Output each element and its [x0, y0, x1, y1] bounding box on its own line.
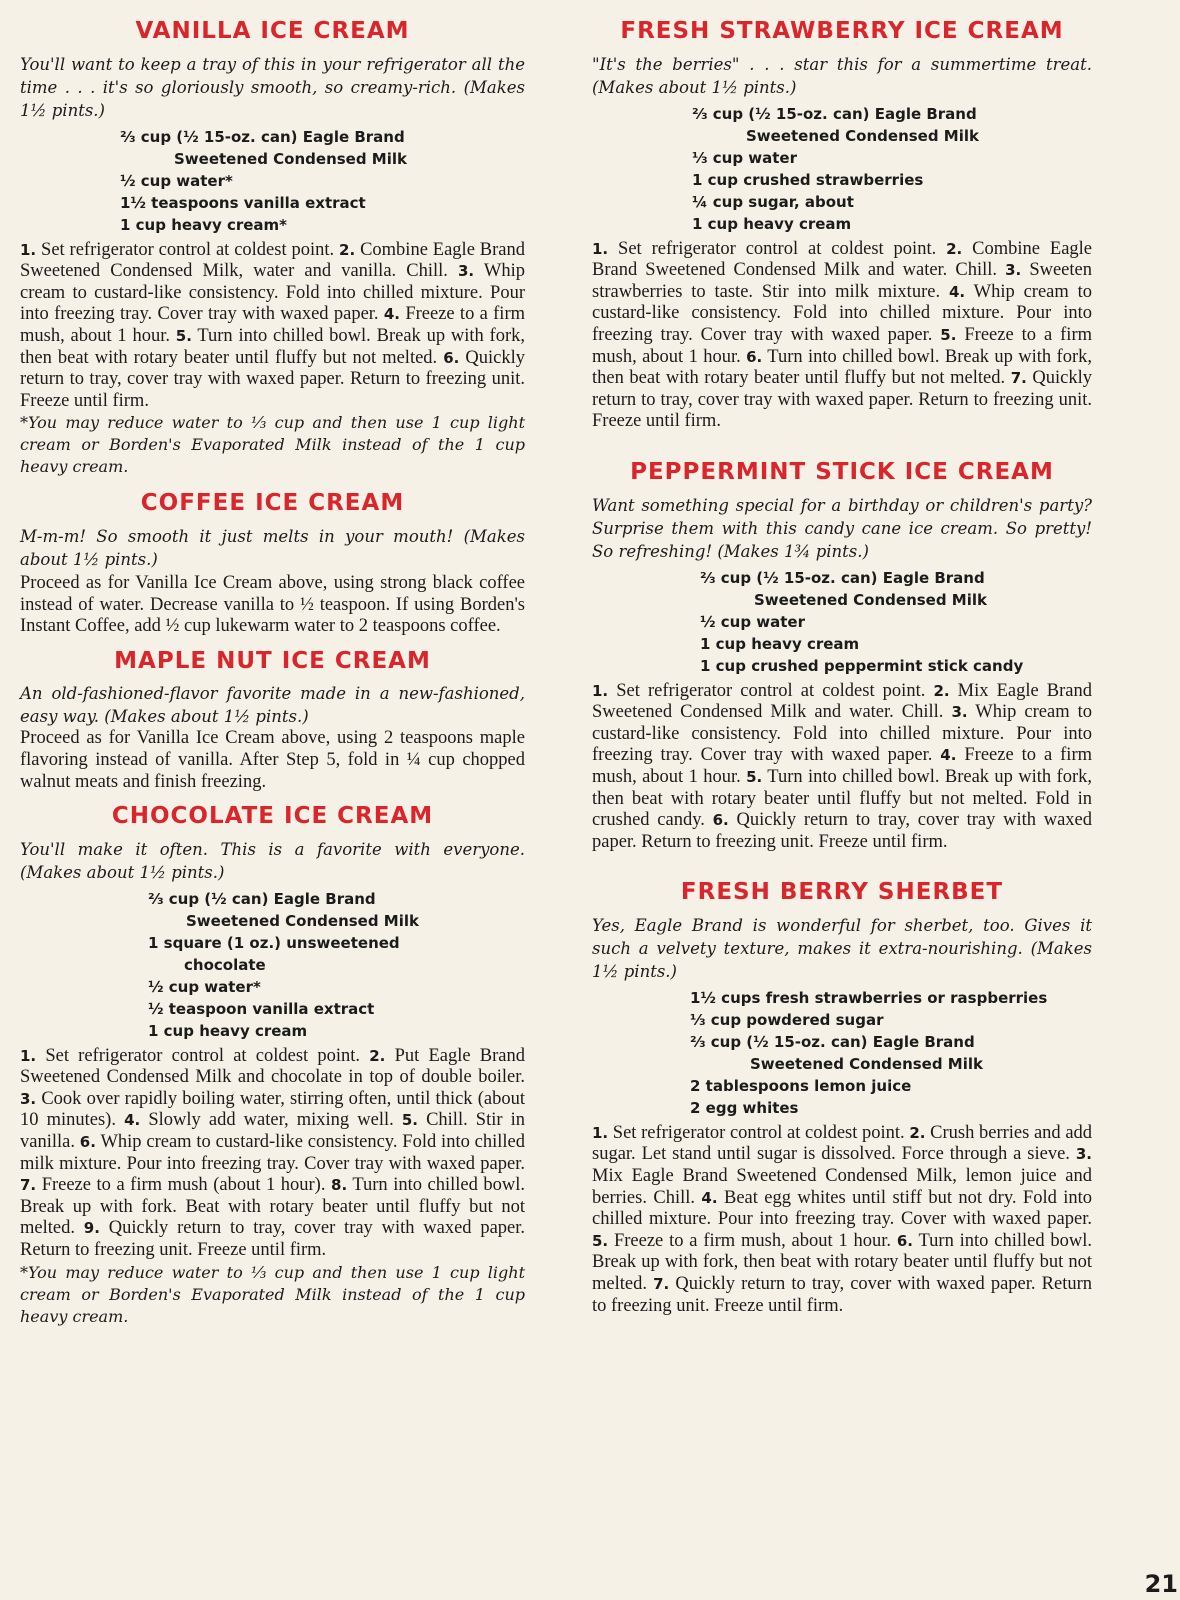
step-text: Quickly return to tray, cover tray with waxed paper. Return to freezing unit. Freeze until firm. [20, 1218, 526, 1261]
step-number: 8. [331, 1176, 348, 1195]
ingredient [700, 655, 1092, 677]
step-text: Turn into chilled bowl. Break up with fork. Beat with rotary beater until fluffy but not melted. [20, 1175, 526, 1239]
ingredient-line-continued: Sweetened Condensed Milk [754, 590, 987, 609]
ingredient [692, 191, 1092, 213]
recipe-directions [592, 239, 1092, 433]
recipe-directions [592, 681, 1092, 854]
ingredient-line: 1 cup heavy cream [700, 634, 860, 653]
ingredient-list [20, 126, 525, 236]
ingredient-list [592, 103, 1092, 235]
step-number: 7. [653, 1275, 670, 1294]
ingredient-line: ⅔ cup (½ 15-oz. can) Eagle Brand [692, 104, 977, 123]
step-number: 4. [701, 1188, 718, 1207]
ingredient-line: ⅔ cup (½ 15-oz. can) Eagle Brand [700, 568, 985, 587]
step-text: Quickly return to tray, cover tray with waxed paper. Return to freezing unit. Freeze until firm. [20, 347, 526, 411]
ingredient [148, 976, 525, 998]
ingredient-line-continued: Sweetened Condensed Milk [174, 149, 407, 168]
ingredient [692, 103, 1092, 147]
ingredient [148, 932, 525, 976]
step-number: 5. [175, 326, 192, 345]
step-number: 4. [124, 1111, 141, 1130]
ingredient-line: 2 tablespoons lemon juice [690, 1076, 912, 1095]
ingredient [690, 1075, 1092, 1097]
recipe-title: FRESH STRAWBERRY ICE CREAM [620, 18, 1064, 44]
ingredient-line: ½ cup water* [120, 171, 233, 190]
ingredient [148, 888, 525, 932]
step-number: 1. [592, 239, 609, 258]
step-number: 2. [369, 1046, 386, 1065]
ingredient [692, 213, 1092, 235]
step-text: Freeze to a firm mush, about 1 hour. [613, 1230, 892, 1251]
step-text: Turn into chilled bowl. Break up with fork, then beat with rotary beater until fluffy but not melted. [592, 346, 1092, 389]
ingredient-line: 1 cup crushed strawberries [692, 170, 924, 189]
ingredient [148, 998, 525, 1020]
step-number: 6. [712, 811, 729, 830]
recipe-footnote: *You may reduce water to ⅓ cup and then use 1 cup light cream or Borden's Evaporated Milk instead of the 1 cup heavy cream. [20, 1262, 525, 1326]
ingredient-list [20, 888, 525, 1042]
recipe-fresh-berry-sherbet [592, 879, 1092, 1317]
step-number: 3. [1075, 1145, 1092, 1164]
step-number: 3. [951, 703, 968, 722]
ingredient-line-continued: Sweetened Condensed Milk [750, 1054, 983, 1073]
ingredient-line: ¼ cup sugar, about [692, 192, 854, 211]
ingredient-line: 1 cup crushed peppermint stick candy [700, 656, 1024, 675]
ingredient [148, 1020, 525, 1042]
ingredient-line: ⅓ cup water [692, 148, 797, 167]
ingredient-line: ½ cup water [700, 612, 805, 631]
ingredient [700, 633, 1092, 655]
recipe-title: MAPLE NUT ICE CREAM [114, 647, 431, 674]
step-text: Mix Eagle Brand Sweetened Condensed Milk, lemon juice and berries. Chill. [592, 1166, 1092, 1208]
recipe-peppermint-stick-ice-cream [592, 459, 1092, 853]
recipe-title: PEPPERMINT STICK ICE CREAM [630, 458, 1054, 485]
recipe-chocolate-ice-cream [20, 803, 525, 1328]
ingredient-line: ⅔ cup (½ 15-oz. can) Eagle Brand [120, 127, 405, 146]
step-text: Slowly add water, mixing well. [148, 1110, 394, 1131]
ingredient [120, 170, 525, 192]
ingredient-line: 1 cup heavy cream [692, 214, 852, 233]
recipe-intro: M-m-m! So smooth it just melts in your mouth! (Makes about 1½ pints.) [20, 526, 525, 569]
recipe-directions: Proceed as for Vanilla Ice Cream above, using strong black coffee instead of water. Decrease vanilla to ½ teaspoon. If using Borden's Instant Coffee, add ½ cup lukewarm water to 2 teaspoons coffee. [20, 572, 525, 637]
step-number: 6. [746, 347, 763, 366]
recipe-directions [20, 240, 525, 413]
step-text: Freeze to a firm mush, about 1 hour. [592, 745, 1092, 787]
ingredient [120, 126, 525, 170]
step-text: Cook over rapidly boiling water, stirring often, until thick (about 10 minutes). [20, 1088, 526, 1131]
step-text: Mix Eagle Brand Sweetened Condensed Milk and water. Chill. [592, 680, 1093, 723]
step-number: 6. [79, 1133, 96, 1152]
recipe-directions [592, 1123, 1092, 1317]
right-column [592, 18, 1092, 1317]
step-text: Beat egg whites until stiff but not dry. Fold into chilled mixture. Pour into freezing tray. Cover with waxed paper. [592, 1187, 1093, 1230]
ingredient [690, 1009, 1092, 1031]
recipe-directions: Proceed as for Vanilla Ice Cream above, using 2 teaspoons maple flavoring instead of vanilla. After Step 5, fold in ¼ cup chopped walnut meats and finish freezing. [20, 728, 525, 792]
step-number: 4. [383, 305, 401, 324]
ingredient-line: 1 square (1 oz.) unsweetened [148, 933, 400, 952]
recipe-intro: Want something special for a birthday or children's party? Surprise them with this candy cane ice cream. So pretty! So refreshing! (Makes 1¾ pints.) [592, 495, 1092, 561]
step-number: 1. [592, 681, 609, 700]
step-text: Quickly return to tray, cover with waxed paper. Return to freezing unit. Freeze until firm. [592, 1274, 1092, 1316]
step-number: 2. [933, 681, 950, 700]
step-number: 2. [339, 240, 356, 259]
recipe-intro: "It's the berries" . . . star this for a summertime treat. (Makes about 1½ pints.) [592, 54, 1092, 97]
ingredient-line: 1 cup heavy cream* [120, 215, 287, 234]
ingredient-line-continued: Sweetened Condensed Milk [746, 126, 979, 145]
step-text: Whip cream to custard-like consistency. Fold into chilled mixture. Pour into freezing tray. Cover tray with waxed paper. [20, 261, 525, 325]
ingredient [690, 1031, 1092, 1075]
recipe-title: FRESH BERRY SHERBET [680, 879, 1004, 906]
step-text: Turn into chilled bowl. Break up with fork, then beat with rotary beater until fluffy but not melted. Fold in crushed candy. [592, 766, 1092, 831]
step-number: 7. [1010, 369, 1027, 388]
step-number: 5. [746, 767, 763, 786]
step-number: 6. [443, 348, 460, 367]
step-number: 5. [401, 1111, 418, 1130]
step-text: Set refrigerator control at coldest point. [618, 238, 937, 259]
recipe-intro: You'll want to keep a tray of this in your refrigerator all the time . . . it's so gloriously smooth, so creamy-rich. (Makes 1½ pints.) [20, 54, 525, 120]
recipe-intro: An old-fashioned-flavor favorite made in a new-fashioned, easy way. (Makes about 1½ pints.) [20, 684, 525, 727]
step-number: 1. [592, 1123, 609, 1142]
ingredient [690, 1097, 1092, 1119]
step-number: 2. [946, 239, 963, 258]
step-text: Whip cream to custard-like consistency. Fold into chilled mixture. Pour into freezing tray. Cover tray with waxed paper. [592, 281, 1093, 345]
step-text: Combine Eagle Brand Sweetened Condensed Milk and water. Chill. [592, 238, 1093, 281]
ingredient [700, 611, 1092, 633]
step-text: Set refrigerator control at coldest point. [45, 1045, 361, 1066]
step-text: Whip cream to custard-like consistency. Fold into chilled mixture. Pour into freezing tray. Cover tray with waxed paper. [592, 702, 1092, 766]
step-text: Set refrigerator control at coldest point. [612, 1122, 905, 1143]
ingredient [700, 567, 1092, 611]
step-text: Freeze to a firm mush (about 1 hour). [41, 1175, 326, 1196]
step-number: 2. [909, 1123, 926, 1142]
ingredient-line: 1½ teaspoons vanilla extract [120, 193, 366, 212]
step-number: 3. [20, 1089, 37, 1108]
ingredient-line-continued: Sweetened Condensed Milk [186, 911, 419, 930]
step-text: Chill. Stir in vanilla. [20, 1110, 526, 1153]
step-number: 6. [896, 1231, 914, 1250]
step-text: Whip cream to custard-like consistency. Fold into chilled milk mixture. Pour into freezing tray. Cover tray with waxed paper. [20, 1132, 525, 1174]
ingredient [120, 214, 525, 236]
step-text: Quickly return to tray, cover tray with waxed paper. Return to freezing unit. Freeze until firm. [592, 810, 1092, 852]
ingredient-line: ⅔ cup (½ can) Eagle Brand [148, 889, 376, 908]
step-text: Turn into chilled bowl. Break up with fork, then beat with rotary beater until fluffy but not melted. [592, 1230, 1093, 1295]
step-number: 3. [1005, 261, 1022, 280]
ingredient-line: 1 cup heavy cream [148, 1021, 308, 1040]
ingredient-line: 2 egg whites [690, 1098, 799, 1117]
step-text: Turn into chilled bowl. Break up with fork, then beat with rotary beater until fluffy but not melted. [20, 325, 525, 368]
step-number: 4. [948, 282, 966, 301]
ingredient-line: 1½ cups fresh strawberries or raspberries [690, 988, 1048, 1007]
recipe-title: VANILLA ICE CREAM [135, 18, 410, 44]
step-text: Freeze to a firm mush, about 1 hour. [592, 324, 1092, 367]
ingredient [692, 169, 1092, 191]
step-text: Set refrigerator control at coldest point. [41, 239, 335, 260]
step-number: 7. [20, 1176, 37, 1195]
ingredient-line: ½ cup water* [148, 977, 261, 996]
recipe-coffee-ice-cream [20, 490, 525, 637]
ingredient [690, 987, 1092, 1009]
recipe-intro: You'll make it often. This is a favorite with everyone. (Makes about 1½ pints.) [20, 839, 525, 882]
step-number: 1. [20, 1046, 37, 1065]
step-text: Combine Eagle Brand Sweetened Condensed Milk, water and vanilla. Chill. [20, 239, 526, 282]
ingredient [120, 192, 525, 214]
recipe-intro: Yes, Eagle Brand is wonderful for sherbet, too. Gives it such a velvety texture, makes it extra-nourishing. (Makes 1½ pints.) [592, 915, 1092, 981]
step-text: Crush berries and add sugar. Let stand until sugar is dissolved. Force through a sieve. [592, 1122, 1093, 1165]
recipe-maple-nut-ice-cream [20, 648, 525, 793]
step-text: Set refrigerator control at coldest point. [616, 680, 926, 701]
recipe-footnote: *You may reduce water to ⅓ cup and then use 1 cup light cream or Borden's Evaporated Milk instead of the 1 cup heavy cream. [20, 413, 525, 477]
left-column [20, 18, 525, 1328]
step-number: 5. [940, 325, 957, 344]
step-number: 1. [20, 240, 37, 259]
recipe-title: CHOCOLATE ICE CREAM [111, 803, 434, 830]
step-text: Sweeten strawberries to taste. Stir into milk mixture. [592, 260, 1092, 302]
step-text: Freeze to a firm mush, about 1 hour. [20, 304, 526, 346]
ingredient-line: ⅓ cup powdered sugar [690, 1010, 884, 1029]
page-number: 21 [1144, 1570, 1178, 1598]
step-number: 4. [940, 746, 957, 765]
ingredient-line: ⅔ cup (½ 15-oz. can) Eagle Brand [690, 1032, 975, 1051]
recipe-title: COFFEE ICE CREAM [140, 490, 405, 517]
step-number: 3. [457, 262, 475, 281]
ingredient-list [592, 987, 1092, 1119]
ingredient [692, 147, 1092, 169]
step-number: 5. [592, 1231, 609, 1250]
recipe-vanilla-ice-cream [20, 18, 525, 478]
recipe-directions [20, 1046, 525, 1262]
ingredient-line: ½ teaspoon vanilla extract [148, 999, 375, 1018]
step-number: 9. [83, 1219, 100, 1238]
step-text: Quickly return to tray, cover tray with waxed paper. Return to freezing unit. Freeze until firm. [592, 368, 1093, 432]
recipe-fresh-strawberry-ice-cream [592, 18, 1092, 433]
step-text: Put Eagle Brand Sweetened Condensed Milk and chocolate in top of double boiler. [20, 1045, 525, 1088]
ingredient-line-continued: chocolate [184, 955, 266, 974]
ingredient-list [592, 567, 1092, 677]
